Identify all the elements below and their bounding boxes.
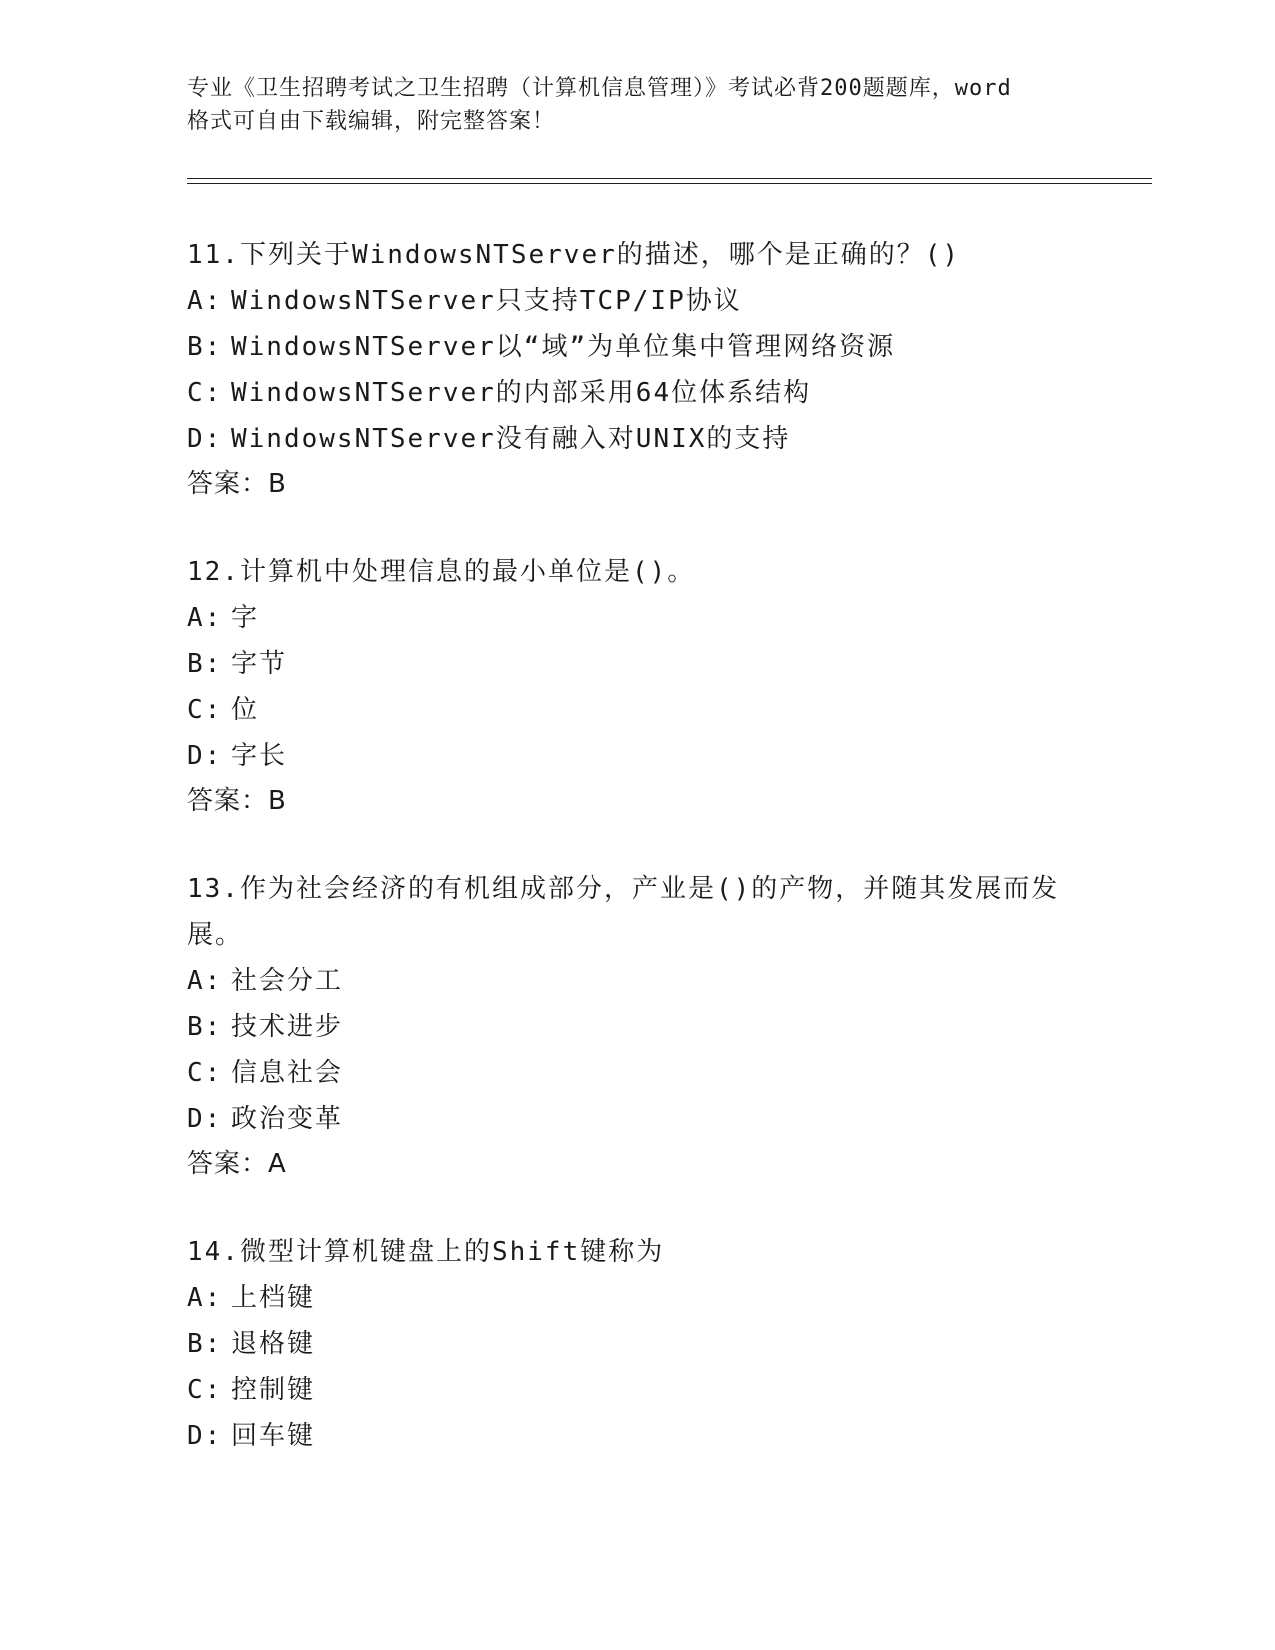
option-c: [187, 1367, 1087, 1413]
option-label: D:: [187, 741, 223, 771]
option-b: [187, 1004, 1087, 1050]
option-b: [187, 1321, 1087, 1367]
option-text: 控制键: [231, 1375, 316, 1405]
question-stem: 13.作为社会经济的有机组成部分，产业是()的产物，并随其发展而发展。: [187, 874, 1060, 950]
option-label: B:: [187, 332, 223, 362]
option-label: A:: [187, 286, 223, 316]
option-text: 字: [231, 603, 260, 633]
option-label: C:: [187, 1375, 223, 1405]
option-d: [187, 416, 1087, 462]
option-label: C:: [187, 378, 223, 408]
header-line-1: 专业《卫生招聘考试之卫生招聘（计算机信息管理）》考试必背200题题库，word: [187, 76, 1012, 101]
option-a: [187, 278, 1087, 324]
question-item: [187, 232, 1087, 506]
option-c: [187, 370, 1087, 416]
option-text: 字长: [231, 741, 288, 771]
option-label: D:: [187, 1104, 223, 1134]
option-b: [187, 324, 1087, 370]
option-label: D:: [187, 424, 223, 454]
option-label: B:: [187, 1012, 223, 1042]
option-b: [187, 641, 1087, 687]
answer-line: 答案：A: [187, 1149, 287, 1179]
header-divider-top: [187, 178, 1152, 179]
question-item: [187, 1229, 1087, 1459]
option-label: B:: [187, 1329, 223, 1359]
option-text: 字节: [231, 649, 288, 679]
option-d: [187, 1413, 1087, 1459]
option-text: WindowsNTServer没有融入对UNIX的支持: [231, 424, 791, 454]
option-text: 政治变革: [231, 1104, 344, 1134]
option-label: A:: [187, 603, 223, 633]
option-text: WindowsNTServer以“域”为单位集中管理网络资源: [231, 332, 896, 362]
option-c: [187, 1050, 1087, 1096]
option-text: 技术进步: [231, 1012, 344, 1042]
option-label: A:: [187, 966, 223, 996]
answer-line: 答案：B: [187, 786, 287, 816]
option-label: D:: [187, 1421, 223, 1451]
option-d: [187, 733, 1087, 779]
answer-line: 答案：B: [187, 469, 287, 499]
option-label: B:: [187, 649, 223, 679]
option-text: 回车键: [231, 1421, 316, 1451]
option-text: WindowsNTServer只支持TCP/IP协议: [231, 286, 742, 316]
question-stem: 11.下列关于WindowsNTServer的描述，哪个是正确的？(): [187, 240, 961, 270]
option-label: C:: [187, 695, 223, 725]
question-stem: 12.计算机中处理信息的最小单位是()。: [187, 557, 696, 587]
option-c: [187, 687, 1087, 733]
header-divider-bottom: [187, 183, 1152, 184]
option-text: 位: [231, 695, 260, 725]
document-header: [187, 72, 1087, 138]
option-text: 信息社会: [231, 1058, 344, 1088]
option-text: WindowsNTServer的内部采用64位体系结构: [231, 378, 812, 408]
option-text: 社会分工: [231, 966, 344, 996]
option-a: [187, 595, 1087, 641]
question-list: [187, 232, 1087, 1502]
option-label: C:: [187, 1058, 223, 1088]
question-item: [187, 866, 1087, 1186]
option-d: [187, 1096, 1087, 1142]
question-item: [187, 549, 1087, 823]
option-a: [187, 1275, 1087, 1321]
question-stem: 14.微型计算机键盘上的Shift键称为: [187, 1237, 665, 1267]
option-label: A:: [187, 1283, 223, 1313]
header-line-2: 格式可自由下载编辑，附完整答案！: [187, 109, 556, 134]
option-text: 上档键: [231, 1283, 316, 1313]
option-a: [187, 958, 1087, 1004]
option-text: 退格键: [231, 1329, 316, 1359]
